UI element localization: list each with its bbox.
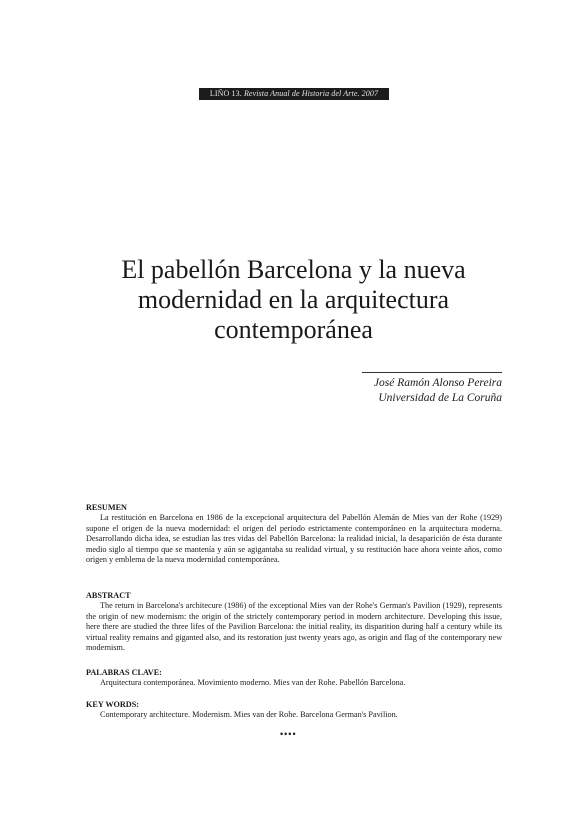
key-words-text: Contemporary architecture. Modernism. Mies van der Rohe. Barcelona German's Pavilion. bbox=[100, 710, 398, 720]
abstract-text: The return in Barcelona's architecure (1986) of the exceptional Mies van der Rohe's German's Pavilion (1929), represents the origin of new modernism: the origin of the strictely contemporary period in modern architecture. Developing this issue, here there are studied the three lifes of the Pavilion Barcelona: the initial reality, its disparition during half a century while its virtual reality remains and giganted also, and its restoration just twenty years ago, as origin and flag of the contemporary new modernism. bbox=[86, 601, 502, 653]
resumen-heading: RESUMEN bbox=[86, 503, 127, 512]
key-words-heading: KEY WORDS: bbox=[86, 700, 139, 709]
title-line-3: contemporánea bbox=[214, 315, 373, 344]
author-name: José Ramón Alonso Pereira bbox=[373, 377, 502, 389]
journal-issue: LIÑO 13. bbox=[209, 89, 242, 98]
journal-header-band bbox=[199, 88, 389, 100]
journal-name: Revista Anual de Historia del Arte. 2007 bbox=[243, 89, 379, 98]
abstract-section bbox=[86, 591, 502, 653]
author-institution: Universidad de La Coruña bbox=[378, 392, 502, 404]
section-end-ornament: •••• bbox=[280, 729, 297, 739]
resumen-section bbox=[86, 503, 502, 565]
title-line-1: El pabellón Barcelona y la nueva bbox=[121, 255, 466, 284]
article-title bbox=[60, 255, 527, 345]
abstract-heading: ABSTRACT bbox=[86, 591, 131, 600]
author-divider bbox=[362, 372, 502, 373]
palabras-clave-section bbox=[86, 668, 502, 689]
resumen-text: La restitución en Barcelona en 1986 de la excepcional arquitectura del Pabellón Alemán de Mies van der Rohe (1929) supone el origen de la nueva modernidad: el origen del periodo estrictamente contemporáneo en la arquitectura moderna. Desarrollando dicha idea, se estudian las tres vidas del Pabellón Barcelona: la realidad inicial, la desaparición de ésta durante medio siglo al tiempo que se mantenía y aún se agigantaba su realidad virtual, y su restitución hace ahora veinte años, como origen y emblema de la nueva modernidad contemporánea. bbox=[86, 513, 502, 565]
palabras-clave-heading: PALABRAS CLAVE: bbox=[86, 668, 162, 677]
title-line-2: modernidad en la arquitectura bbox=[137, 285, 450, 314]
author-block bbox=[374, 376, 502, 406]
key-words-section bbox=[86, 700, 502, 721]
palabras-clave-text: Arquitectura contemporánea. Movimiento moderno. Mies van der Rohe. Pabellón Barcelona. bbox=[100, 678, 406, 688]
